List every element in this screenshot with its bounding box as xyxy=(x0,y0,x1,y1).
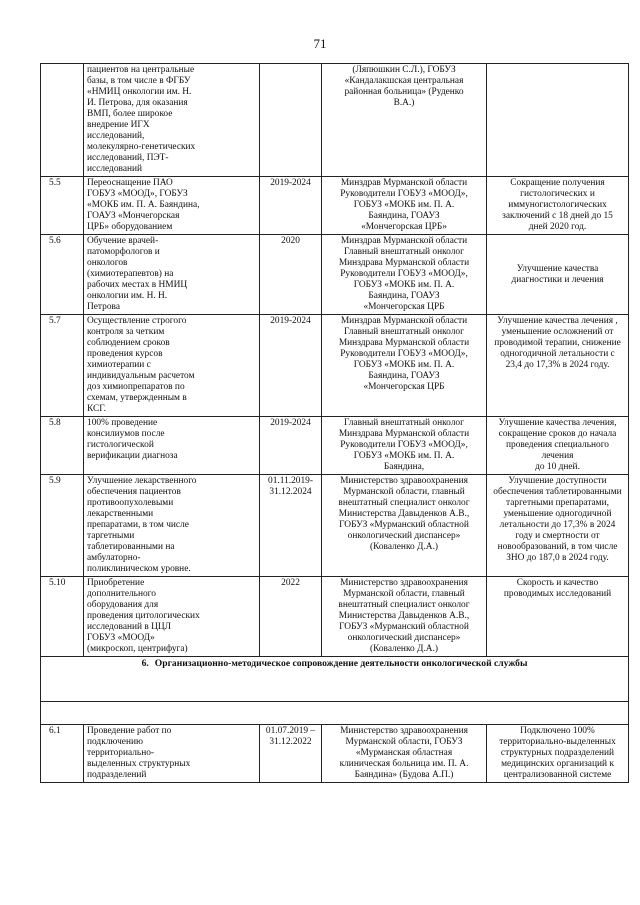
text-line: Министерство здравоохранения xyxy=(340,578,468,588)
dates-cell: 01.07.2019 – 31.12.2022 xyxy=(260,725,322,783)
text-line: территориально- xyxy=(87,748,155,758)
event-cell xyxy=(84,235,260,315)
text-line: Главный внештатный онколог xyxy=(344,247,464,257)
text-line: Петрова xyxy=(87,302,120,312)
text-line: новообразований, в том числе xyxy=(497,542,618,552)
text-line: Министерства Давыденков А.В., xyxy=(338,509,470,519)
text-line: Минздрав Мурманской области xyxy=(340,316,468,326)
result-cell xyxy=(487,475,629,577)
text-line: летальности до 17,3% в 2024 xyxy=(499,520,616,530)
text-line: консилиумов после xyxy=(87,429,165,439)
text-line: Минздрава Мурманской области xyxy=(338,338,470,348)
text-line: исследований, ПЭТ- xyxy=(87,153,169,163)
text-line: ГОБУЗ «МОКБ им. П. А. xyxy=(353,200,455,210)
text-line: препаратами, в том числе xyxy=(87,520,189,530)
text-line: дней 2020 год. xyxy=(528,222,587,232)
result-cell xyxy=(487,315,629,417)
text-line: ЦРБ» оборудованием xyxy=(87,222,173,232)
text-line: Министерства Давыденков А.В., xyxy=(338,611,470,621)
text-line: Минздрава Мурманской области xyxy=(338,429,470,439)
text-line: Руководители ГОБУЗ «МООД», xyxy=(340,189,468,199)
item-number: 5.5 xyxy=(41,177,84,235)
text-line: лечения xyxy=(541,451,574,461)
text-line: обеспечения пациентов xyxy=(87,487,181,497)
text-line: сокращение сроков до начала xyxy=(498,429,617,439)
text-line: проведения курсов xyxy=(87,349,163,359)
text-line: ГОБУЗ «МООД» xyxy=(87,633,155,643)
result-cell xyxy=(487,177,629,235)
text-line: КСГ. xyxy=(87,404,106,414)
text-line: Улучшение качества xyxy=(516,263,599,274)
result-cell xyxy=(487,235,629,315)
text-line: структурных подразделений xyxy=(500,748,615,758)
text-line: таблетированными на xyxy=(87,542,175,552)
text-line: заключений с 18 дней до 15 xyxy=(502,211,613,221)
text-line: территориально-выделенных xyxy=(499,737,616,747)
text-line: противоопухолевыми xyxy=(87,498,174,508)
text-line: Приобретение xyxy=(87,578,145,588)
text-line: клиническая больница им. П. А. xyxy=(339,759,469,769)
text-line: патоморфологов и xyxy=(87,247,160,257)
section-title-text: Организационно-методическое сопровождение деятельности онкологической службы xyxy=(154,658,528,669)
text-line: обеспечения таблетированными xyxy=(493,487,622,497)
dates-cell: 2020 xyxy=(260,235,322,315)
text-line: проводимой терапии, снижение xyxy=(494,338,621,348)
table-row xyxy=(41,475,629,577)
table-row xyxy=(41,577,629,657)
text-line: (Коваленко Д.А.) xyxy=(369,644,439,654)
responsible-cell xyxy=(322,725,487,783)
text-line: онкологии им. Н. Н. xyxy=(87,291,168,301)
result-cell xyxy=(487,725,629,783)
item-number xyxy=(41,64,84,177)
text-line: гистологических и xyxy=(520,189,595,199)
text-line: дополнительного xyxy=(87,589,156,599)
item-number: 6.1 xyxy=(41,725,84,783)
text-line: подключению xyxy=(87,737,143,747)
text-line: Министерство здравоохранения xyxy=(340,476,468,486)
item-number: 5.8 xyxy=(41,417,84,475)
text-line: поликлиническом уровне. xyxy=(87,564,191,574)
text-line: ГОБУЗ «МОКБ им. П. А. xyxy=(353,280,455,290)
text-line: Переоснащение ПАО xyxy=(87,178,173,188)
text-line: пациентов на центральные xyxy=(87,65,195,75)
text-line: Главный внештатный онколог xyxy=(344,327,464,337)
event-cell xyxy=(84,577,260,657)
text-line: ГОБУЗ «МООД», ГОБУЗ xyxy=(87,189,188,199)
text-line: онкологический диспансер» xyxy=(347,531,461,541)
text-line: Руководители ГОБУЗ «МООД», xyxy=(340,349,468,359)
text-line: ГОБУЗ «Мурманский областной xyxy=(339,520,469,530)
text-line: Руководители ГОБУЗ «МООД», xyxy=(340,269,468,279)
text-line: исследований xyxy=(87,164,143,174)
text-line: (Ляпюшкин С.Л.), ГОБУЗ xyxy=(352,65,456,75)
text-line: «Мончегорская ЦРБ» xyxy=(361,222,447,232)
text-line: Подключено 100% xyxy=(520,726,595,736)
text-line: ГОБУЗ «МОКБ им. П. А. xyxy=(353,360,455,370)
text-line: Улучшение доступности xyxy=(508,476,607,486)
text-line: онкологический диспансер» xyxy=(347,633,461,643)
text-line: подразделений xyxy=(87,770,147,780)
text-line: внештатный специалист онколог xyxy=(338,498,470,508)
text-line: ГОБУЗ «Мурманский областной xyxy=(339,622,469,632)
text-line: Улучшение качества лечения, xyxy=(498,418,617,428)
table-row xyxy=(41,315,629,417)
event-cell xyxy=(84,64,260,177)
text-line: Баяндина, ГОАУЗ xyxy=(368,291,440,301)
text-line: Баяндина, xyxy=(383,462,425,472)
dates-cell: 2022 xyxy=(260,577,322,657)
text-line: таргетными xyxy=(87,531,135,541)
table-row xyxy=(41,64,629,177)
section-number: 6. xyxy=(141,658,149,669)
text-line: проведения цитологических xyxy=(87,611,200,621)
text-line: районная больница» (Руденко xyxy=(344,87,464,97)
text-line: онкологов xyxy=(87,258,128,268)
item-number: 5.10 xyxy=(41,577,84,657)
text-line: Скорость и качество xyxy=(516,578,599,588)
event-cell xyxy=(84,177,260,235)
text-line: «Мурманская областная xyxy=(355,748,453,758)
text-line: (химиотерапевтов) на xyxy=(87,269,174,279)
text-line: Мурманской области, главный xyxy=(343,487,465,497)
text-line: медицинских организаций к xyxy=(501,759,614,769)
text-line: году и смертности от xyxy=(515,531,600,541)
text-line: оборудования для xyxy=(87,600,159,610)
text-line: Мурманской области, ГОБУЗ xyxy=(345,737,463,747)
text-line: ГОБУЗ «МОКБ им. П. А. xyxy=(353,451,455,461)
text-line: 23,4 до 17,3% в 2024 году. xyxy=(505,360,610,370)
text-line: Минздрав Мурманской области xyxy=(340,178,468,188)
spacer-row xyxy=(41,702,629,725)
item-number: 5.6 xyxy=(41,235,84,315)
dates-cell: 01.11.2019-31.12.2024 xyxy=(260,475,322,577)
dates-cell: 2019-2024 xyxy=(260,315,322,417)
item-number: 5.7 xyxy=(41,315,84,417)
text-line: Руководители ГОБУЗ «МООД», xyxy=(340,440,468,450)
text-line: Баяндина» (Будова А.П.) xyxy=(354,770,454,780)
text-line: «Кандалакшская центральная xyxy=(344,76,464,86)
text-line: ЗНО до 187,0 в 2024 году. xyxy=(506,553,609,563)
text-line: Сокращение получения xyxy=(510,178,605,188)
text-line: исследований в ЦЦЛ xyxy=(87,622,172,632)
text-line: «Мончегорская ЦРБ xyxy=(363,382,445,392)
text-line: амбулаторно- xyxy=(87,553,141,563)
table-row xyxy=(41,725,629,783)
text-line: таргетными препаратами, xyxy=(506,498,609,508)
text-line: Баяндина, ГОАУЗ xyxy=(368,211,440,221)
text-line: индивидуальным расчетом xyxy=(87,371,195,381)
text-line: выделенных структурных xyxy=(87,759,191,769)
text-line: уменьшение осложнений от xyxy=(501,327,614,337)
responsible-cell xyxy=(322,315,487,417)
responsible-cell xyxy=(322,177,487,235)
text-line: иммуногистологических xyxy=(508,200,607,210)
dates-cell xyxy=(260,64,322,177)
event-cell xyxy=(84,417,260,475)
responsible-cell xyxy=(322,417,487,475)
text-line: ВМП, более широкое xyxy=(87,109,173,119)
text-line: базы, в том числе в ФГБУ xyxy=(87,76,191,86)
table-row xyxy=(41,417,629,475)
responsible-cell xyxy=(322,64,487,177)
text-line: Улучшение качества лечения , xyxy=(497,316,618,326)
event-cell xyxy=(84,725,260,783)
text-line: соблюдением сроков xyxy=(87,338,170,348)
responsible-cell xyxy=(322,235,487,315)
result-cell xyxy=(487,577,629,657)
table-row xyxy=(41,177,629,235)
text-line: внедрение ИГХ xyxy=(87,120,150,130)
text-line: схемам, утвержденным в xyxy=(87,393,187,403)
text-line: 100% проведение xyxy=(87,418,158,428)
text-line: Обучение врачей- xyxy=(87,236,159,246)
text-line: одногодичной летальности с xyxy=(500,349,615,359)
text-line: Осуществление строгого xyxy=(87,316,187,326)
event-cell xyxy=(84,315,260,417)
text-line: химиотерапии с xyxy=(87,360,151,370)
text-line: молекулярно-генетических xyxy=(87,142,196,152)
text-line: контроля за четким xyxy=(87,327,165,337)
page-number: 71 xyxy=(313,36,327,51)
text-line: Главный внештатный онколог xyxy=(344,418,464,428)
text-line: (Коваленко Д.А.) xyxy=(369,542,439,552)
item-number: 5.9 xyxy=(41,475,84,577)
result-cell xyxy=(487,417,629,475)
text-line: Минздрав Мурманской области xyxy=(340,236,468,246)
text-line: уменьшение одногодичной xyxy=(503,509,612,519)
dates-cell: 2019-2024 xyxy=(260,177,322,235)
table-row xyxy=(41,235,629,315)
plan-table xyxy=(40,63,629,783)
text-line: до 10 дней. xyxy=(535,462,580,472)
text-line: проводимых исследований xyxy=(503,589,612,599)
dates-cell: 2019-2024 xyxy=(260,417,322,475)
text-line: И. Петрова, для оказания xyxy=(87,98,188,108)
text-line: верификации диагноза xyxy=(87,451,178,461)
text-line: «МОКБ им. П. А. Баяндина, xyxy=(87,200,200,210)
text-line: исследований, xyxy=(87,131,145,141)
text-line: Баяндина, ГОАУЗ xyxy=(368,371,440,381)
event-cell xyxy=(84,475,260,577)
text-line: «НМИЦ онкологии им. Н. xyxy=(87,87,192,97)
section-header-row xyxy=(41,657,629,702)
text-line: гистологической xyxy=(87,440,154,450)
text-line: лекарственными xyxy=(87,509,154,519)
result-cell xyxy=(487,64,629,177)
text-line: централизованной системе xyxy=(503,770,612,780)
text-line: Минздрава Мурманской области xyxy=(338,258,470,268)
text-line: диагностики и лечения xyxy=(511,274,604,285)
section-title xyxy=(41,657,629,702)
text-line: В.А.) xyxy=(393,98,415,108)
text-line: «Мончегорская ЦРБ xyxy=(363,302,445,312)
text-line: внештатный специалист онколог xyxy=(338,600,470,610)
text-line: доз химиопрепаратов по xyxy=(87,382,185,392)
text-line: Улучшение лекарственного xyxy=(87,476,197,486)
text-line: проведения специального xyxy=(506,440,609,450)
responsible-cell xyxy=(322,577,487,657)
text-line: (микроскоп, центрифуга) xyxy=(87,644,188,654)
text-line: рабочих местах в НМИЦ xyxy=(87,280,188,290)
text-line: Мурманской области, главный xyxy=(343,589,465,599)
text-line: ГОАУЗ «Мончегорская xyxy=(87,211,180,221)
text-line: Проведение работ по xyxy=(87,726,172,736)
responsible-cell xyxy=(322,475,487,577)
text-line: Министерство здравоохранения xyxy=(340,726,468,736)
